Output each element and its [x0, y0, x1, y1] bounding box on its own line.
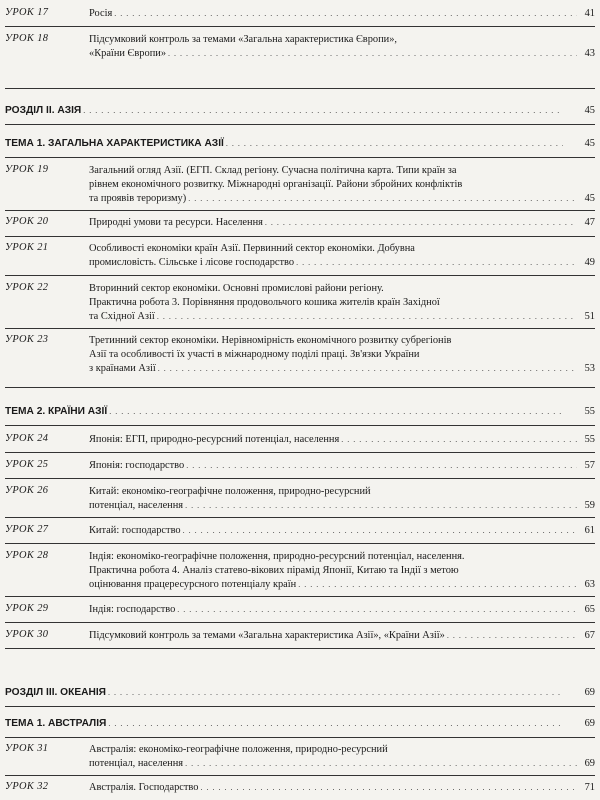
leader-dots	[108, 719, 563, 728]
page-number: 53	[584, 363, 595, 374]
leader-dots	[200, 781, 577, 795]
lesson-title-line: Вторинний сектор економіки. Основні промислові райони регіону.	[89, 283, 384, 294]
lesson-title-line: Індія: економіко-географічне положення, природно-ресурсний потенціал, населення.	[89, 551, 465, 562]
divider	[5, 452, 595, 453]
lesson-title-line: потенціал, населення	[89, 758, 184, 769]
page-number: 45	[584, 105, 595, 116]
page-number: 47	[584, 217, 595, 228]
lesson-label: УРОК 17	[5, 7, 49, 18]
divider	[5, 543, 595, 544]
section-heading-asia[interactable]	[5, 105, 565, 116]
theme-heading-asia-general[interactable]	[5, 138, 565, 149]
divider	[5, 157, 595, 158]
leader-dots	[265, 216, 577, 230]
lesson-title-line: Австралія: економіко-географічне положення, природно-ресурсний	[89, 744, 388, 755]
lesson-label: УРОК 29	[5, 603, 49, 614]
page-number: 45	[584, 138, 595, 149]
leader-dots	[296, 256, 577, 270]
page-number: 69	[584, 718, 595, 729]
lesson-label: УРОК 18	[5, 33, 49, 44]
lesson-title-line: Китай: господарство	[89, 525, 181, 536]
lesson-title-line: промисловість. Сільське і лісове господарство	[89, 257, 295, 268]
page-number: 65	[584, 604, 595, 615]
lesson-title-line: рівнем економічного розвитку. Міжнародні організації. Райони збройних конфліктів	[89, 179, 463, 190]
lesson-title-line: Австралія. Господарство	[89, 782, 199, 793]
lesson-title-line: Японія: господарство	[89, 460, 185, 471]
page-number: 63	[584, 579, 595, 590]
lesson-label: УРОК 23	[5, 334, 49, 345]
lesson-title-line: Японія: ЕГП, природно-ресурсний потенціал, населення	[89, 434, 340, 445]
section-heading-oceania[interactable]	[5, 687, 565, 698]
page-number: 55	[584, 434, 595, 445]
divider	[5, 210, 595, 211]
section-title: РОЗДІЛ ІІ. АЗІЯ	[5, 105, 82, 116]
divider	[5, 478, 595, 479]
divider	[5, 124, 595, 125]
page-number: 49	[584, 257, 595, 268]
theme-heading-australia[interactable]	[5, 718, 565, 729]
lesson-title-line: Практична робота 4. Аналіз статево-вікових пірамід Японії, Китаю та Індії з метою	[89, 565, 459, 576]
lesson-label: УРОК 30	[5, 629, 49, 640]
lesson-label: УРОК 24	[5, 433, 49, 444]
table-of-contents	[5, 0, 595, 800]
lesson-title-line: Росія	[89, 8, 113, 19]
page-number: 69	[584, 758, 595, 769]
lesson-title-line: Особливості економіки країн Азії. Первинний сектор економіки. Добувна	[89, 243, 415, 254]
divider	[5, 88, 595, 89]
lesson-label: УРОК 31	[5, 743, 49, 754]
theme-title: ТЕМА 1. АВСТРАЛІЯ	[5, 718, 107, 729]
page-number: 57	[584, 460, 595, 471]
leader-dots	[298, 578, 577, 592]
page-number: 41	[584, 8, 595, 19]
lesson-title-line: Індія: господарство	[89, 604, 176, 615]
lesson-label: УРОК 28	[5, 550, 49, 561]
leader-dots	[183, 524, 577, 538]
page-number: 43	[584, 48, 595, 59]
theme-title: ТЕМА 2. КРАЇНИ АЗІЇ	[5, 406, 108, 417]
lesson-label: УРОК 19	[5, 164, 49, 175]
leader-dots	[226, 139, 563, 148]
divider	[5, 622, 595, 623]
lesson-label: УРОК 22	[5, 282, 49, 293]
lesson-label: УРОК 21	[5, 242, 49, 253]
leader-dots	[447, 629, 577, 643]
leader-dots	[177, 603, 577, 617]
leader-dots	[185, 499, 577, 513]
page-number: 67	[584, 630, 595, 641]
lesson-title-line: та проявів тероризму)	[89, 193, 187, 204]
leader-dots	[168, 47, 577, 61]
theme-heading-asia-countries[interactable]	[5, 406, 565, 417]
lesson-label: УРОК 27	[5, 524, 49, 535]
leader-dots	[108, 688, 563, 697]
divider	[5, 706, 595, 707]
lesson-label: УРОК 20	[5, 216, 49, 227]
lesson-label: УРОК 32	[5, 781, 49, 792]
divider	[5, 737, 595, 738]
lesson-title-line: Загальний огляд Азії. (ЕГП. Склад регіону. Сучасна політична карта. Типи країн за	[89, 165, 457, 176]
divider	[5, 275, 595, 276]
lesson-title-line: з країнами Азії	[89, 363, 156, 374]
lesson-title-line: Практична робота 3. Порівняння продовольчого кошика жителів країн Західної	[89, 297, 440, 308]
leader-dots	[114, 7, 577, 21]
divider	[5, 648, 595, 649]
lesson-title-line: Третинний сектор економіки. Нерівномірність економічного розвитку субрегіонів	[89, 335, 452, 346]
lesson-title-line: Китай: економіко-географічне положення, природно-ресурсний	[89, 486, 371, 497]
lesson-title-line: Підсумковий контроль за темами «Загальна характеристика Європи»,	[89, 34, 398, 45]
leader-dots	[83, 106, 563, 115]
theme-title: ТЕМА 1. ЗАГАЛЬНА ХАРАКТЕРИСТИКА АЗІЇ	[5, 138, 224, 149]
page-number: 69	[584, 687, 595, 698]
divider	[5, 775, 595, 776]
divider	[5, 236, 595, 237]
divider	[5, 517, 595, 518]
lesson-title-line: Природні умови та ресурси. Населення	[89, 217, 263, 228]
section-title: РОЗДІЛ ІІІ. ОКЕАНІЯ	[5, 687, 106, 698]
page-number: 59	[584, 500, 595, 511]
page-number: 55	[584, 406, 595, 417]
lesson-title-line: потенціал, населення	[89, 500, 184, 511]
lesson-label: УРОК 26	[5, 485, 49, 496]
divider	[5, 328, 595, 329]
leader-dots	[158, 362, 577, 376]
leader-dots	[341, 433, 577, 447]
page-number: 45	[584, 193, 595, 204]
leader-dots	[188, 192, 577, 206]
lesson-title-line: оцінювання працересурсного потенціалу країн	[89, 579, 297, 590]
divider	[5, 26, 595, 27]
divider	[5, 596, 595, 597]
divider	[5, 387, 595, 388]
lesson-label: УРОК 25	[5, 459, 49, 470]
divider	[5, 425, 595, 426]
leader-dots	[157, 310, 577, 324]
leader-dots	[185, 757, 577, 771]
leader-dots	[109, 407, 563, 416]
page-number: 51	[584, 311, 595, 322]
lesson-title-line: Підсумковий контроль за темами «Загальна характеристика Азії», «Країни Азії»	[89, 630, 445, 641]
page-number: 61	[584, 525, 595, 536]
lesson-title-line: та Східної Азії	[89, 311, 155, 322]
lesson-title-line: «Країни Європи»	[89, 48, 167, 59]
page-number: 71	[584, 782, 595, 793]
leader-dots	[186, 459, 577, 473]
lesson-title-line: Азії та особливості їх участі в міжнародному поділі праці. Зв'язки України	[89, 349, 420, 360]
